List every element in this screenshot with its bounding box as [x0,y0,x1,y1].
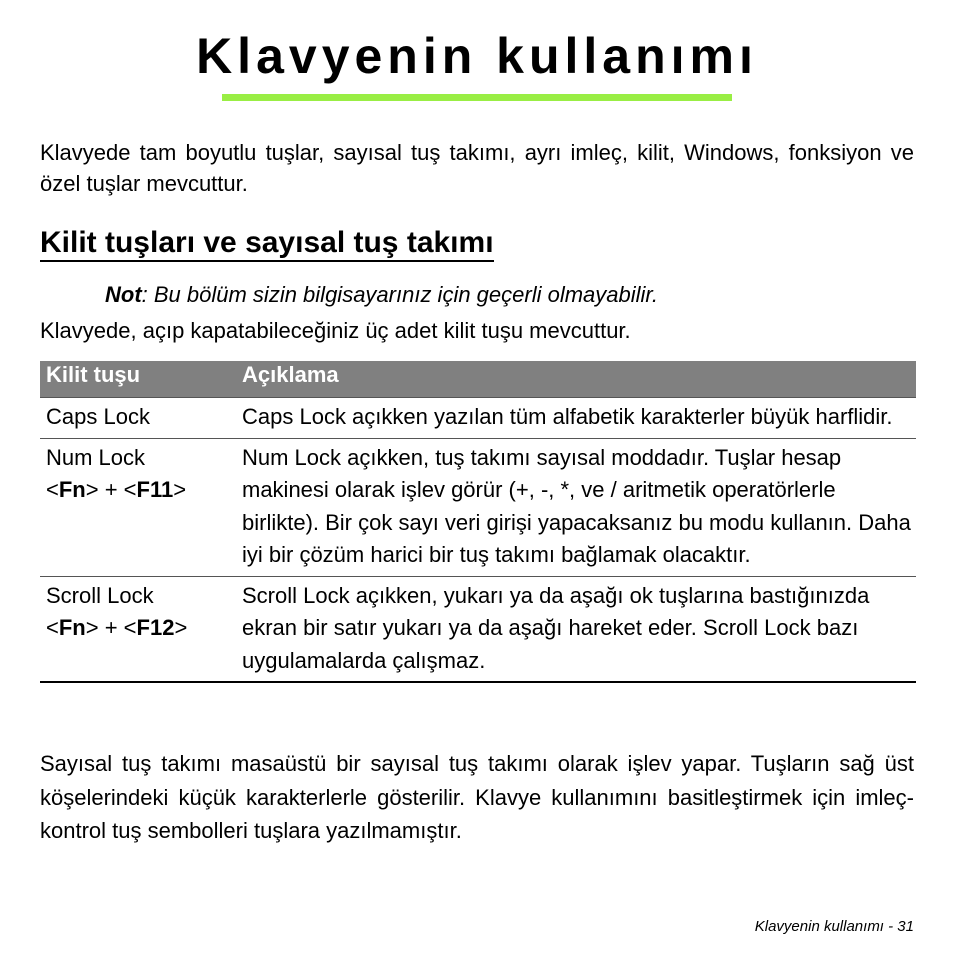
description-cell: Scroll Lock açıkken, yukarı ya da aşağı ok tuşlarına bastığınızda ekran bir satır yukarı ya da aşağı hareket eder. Scroll Lock bazı uygulamalarda çalışmaz. [236,576,916,682]
key-cell [40,438,236,576]
header-lock-key: Kilit tuşu [40,361,236,398]
lock-keys-table [40,361,916,683]
section-heading [40,224,494,262]
key-combo [46,612,236,645]
lead-paragraph: Klavyede, açıp kapatabileceğiniz üç adet kilit tuşu mevcuttur. [40,318,631,343]
page-title: Klavyenin kullanımı [196,28,758,84]
combo-bracket: > [173,477,187,502]
table-row [40,576,916,682]
table-header-row [40,361,916,398]
title-underline [222,94,732,101]
combo-bracket: < [46,477,59,502]
description-cell: Num Lock açıkken, tuş takımı sayısal moddadır. Tuşlar hesap makinesi olarak işlev görür (+, -, *, ve / aritmetik operatörlerle birlikte). Bir çok sayı veri girişi yapacaksanız bu modu kullanın. Daha iyi bir çözüm harici bir tuş takımı bağlamak olacaktır. [236,438,916,576]
key-name: Caps Lock [46,404,150,429]
combo-plus: > + < [85,615,137,640]
table-row [40,438,916,576]
key-cell [40,398,236,439]
outro-paragraph: Sayısal tuş takımı masaüstü bir sayısal tuş takımı olarak işlev yapar. Tuşların sağ üst köşelerindeki küçük karakterlerle gösterilir. Klavye kullanımını basitleştirmek için imleç-kontrol tuş sembolleri tuşlara yazılmamıştır. [40,751,914,843]
note-text: : Bu bölüm sizin bilgisayarınız için geçerli olmayabilir. [141,282,659,307]
table-row [40,398,916,439]
note-label: Not [105,282,142,307]
key-combo [46,474,236,507]
page-footer: Klavyenin kullanımı - 31 [754,918,914,935]
combo-fn-key: Fn [58,615,86,640]
combo-fn-key: Fn [58,477,86,502]
section-heading-text: Kilit tuşları ve sayısal tuş takımı [40,225,494,262]
combo-bracket: < [46,615,59,640]
combo-f-key: F11 [136,477,174,502]
key-name: Scroll Lock [46,582,154,608]
combo-bracket: > [174,615,188,640]
combo-f-key: F12 [136,615,175,640]
key-name: Num Lock [46,444,146,470]
intro-paragraph: Klavyede tam boyutlu tuşlar, sayısal tuş takımı, ayrı imleç, kilit, Windows, fonksiyon ve özel tuşlar mevcuttur. [40,140,914,196]
description-cell: Caps Lock açıkken yazılan tüm alfabetik karakterler büyük harflidir. [236,398,916,439]
note [105,281,658,309]
key-cell [40,576,236,682]
combo-plus: > + < [85,477,137,502]
header-description: Açıklama [236,361,916,398]
